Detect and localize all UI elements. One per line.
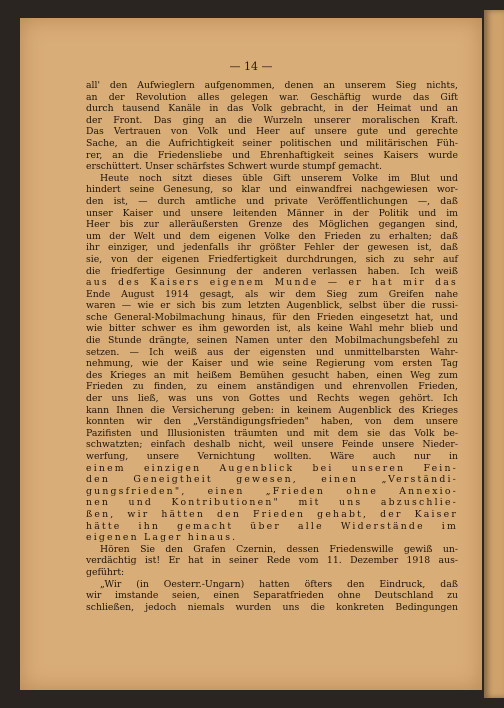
text-line: sche General-Mobilmachung hinaus, für den Frieden eingesetzt hat, und [86,311,458,323]
text-line: schließen, jedoch niemals wurden uns die konkreten Bedingungen [86,601,458,613]
text-line: „Wir (in Oesterr.-Ungarn) hatten öfters den Eindruck, daß [100,578,458,590]
text-line: Ende August 1914 gesagt, als wir dem Sieg zum Greifen nahe [86,288,458,300]
text-line: sie, von der eigenen Friedfertigkeit durchdrungen, sich zu sehr auf [86,253,458,265]
text-line: erschüttert. Unser schärfstes Schwert wurde stumpf gemacht. [86,161,382,173]
page-number: — 14 — [229,60,273,73]
text-line: durch tausend Kanäle in das Volk gebracht, in der Heimat und an [86,103,458,115]
text-line: des Krieges an mit heißem Bemühen gesucht haben, einen Weg zum [86,369,458,381]
text-line: Hören Sie den Grafen Czernin, dessen Friedenswille gewiß un- [100,543,458,555]
text-line: Heute noch sitzt dieses üble Gift unserem Volke im Blut und [100,172,458,184]
text-line: an der Revolution alles gelegen war. Geschäftig wurde das Gift [86,91,458,103]
text-line: gungsfrieden", einen „Frieden ohne Annexio- [86,485,458,497]
text-line: Sache, an die Aufrichtigkeit seiner politischen und militärischen Füh- [86,137,458,149]
text-line: einem einzigen Augenblick bei unseren Fein- [86,462,458,474]
body-text [86,80,458,613]
text-line: aus des Kaisers eigenem Munde — er hat mir das [86,277,458,289]
text-line: nen und Kontributionen" mit uns abzuschlie- [86,497,458,509]
text-line: der uns ließ, was uns von Gottes und Rechts wegen gehört. Ich [86,393,458,405]
text-line: Frieden zu finden, zu einem anständigen und ehrenvollen Frieden, [86,381,458,393]
book-spine [484,10,504,698]
text-line: schwatzten; einfach deshalb nicht, weil unsere Feinde unsere Nieder- [86,439,458,451]
text-line: die Stunde drängte, seinen Namen unter den Mobilmachungsbefehl zu [86,335,458,347]
text-line: kann Ihnen die Versicherung geben: in keinem Augenblick des Krieges [86,404,458,416]
text-line: hindert seine Genesung, so klar und einwandfrei nachgewiesen wor- [86,184,458,196]
text-line: verdächtig ist! Er hat in seiner Rede vom 11. Dezember 1918 aus- [86,555,458,567]
text-line: Pazifisten und Illusionisten träumten und mit dem sie das Volk be- [86,427,458,439]
text-line: hätte ihn gemacht über alle Widerstände im [86,520,458,532]
book-page [20,18,482,690]
text-line: Das Vertrauen von Volk und Heer auf unsere gute und gerechte [86,126,458,138]
text-line: der Front. Das ging an die Wurzeln unserer moralischen Kraft. [86,114,458,126]
text-line: den ist, — durch amtliche und private Veröffentlichungen —, daß [86,195,458,207]
text-line: nehmung, wie der Kaiser und wie seine Regierung vom ersten Tag [86,358,458,370]
text-line: eigenen Lager hinaus. [86,532,238,544]
text-line: die friedfertige Gesinnung der anderen verlassen haben. Ich weiß [86,265,458,277]
text-line: wie bitter schwer es ihm geworden ist, als keine Wahl mehr blieb und [86,323,458,335]
text-line: den Geneigtheit gewesen, einen „Verständi- [86,474,458,486]
text-line: um der Welt und dem eigenen Volke den Frieden zu erhalten; daß [86,230,458,242]
text-line: waren — wie er sich bis zum letzten Augenblick, selbst über die russi- [86,300,458,312]
text-line: wir imstande seien, einen Separatfrieden ohne Deutschland zu [86,590,458,602]
text-line: konnten wir den „Verständigungsfrieden" haben, von dem unsere [86,416,458,428]
text-line: ßen, wir hätten den Frieden gehabt, der Kaiser [86,508,458,520]
text-line: rer, an die Friedensliebe und Ehrenhaftigkeit seines Kaisers wurde [86,149,458,161]
text-line: geführt: [86,566,125,578]
text-line: setzen. — Ich weiß aus der eigensten und unmittelbarsten Wahr- [86,346,458,358]
text-line: ihr einziger, und jedenfalls ihr größter Fehler der gewesen ist, daß [86,242,458,254]
text-line: unser Kaiser und unsere leitenden Männer in der Politik und im [86,207,458,219]
text-line: Heer bis zur alleräußersten Grenze des Möglichen gegangen sind, [86,219,458,231]
text-line: all' den Aufwieglern aufgenommen, denen an unserem Sieg nichts, [86,80,458,91]
text-line: werfung, unsere Vernichtung wollten. Wäre auch nur in [86,451,458,462]
